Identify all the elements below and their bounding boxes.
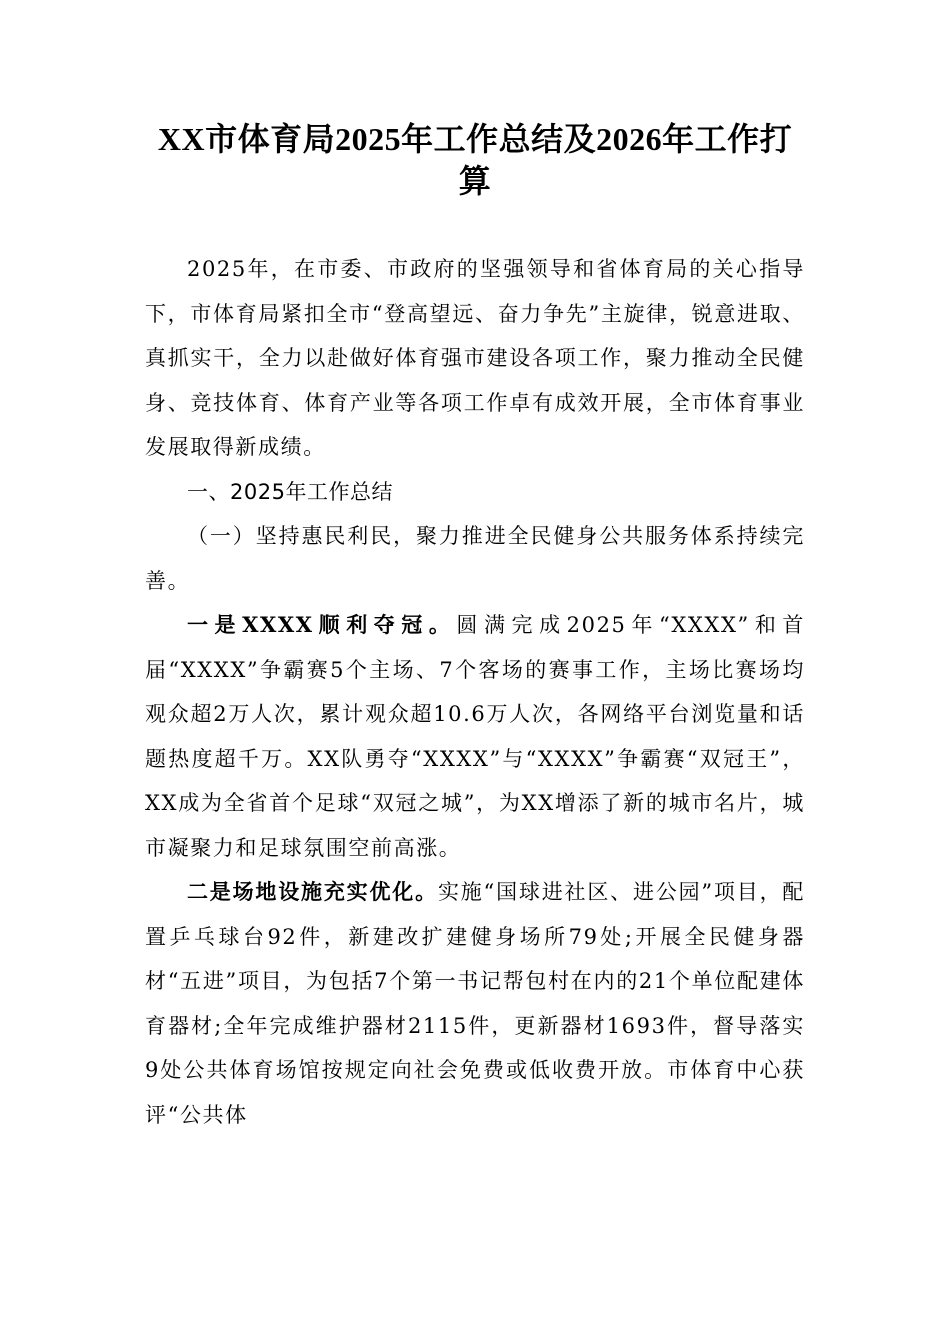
item-paragraph-2 <box>145 870 805 1137</box>
item-1-lead: 一是XXXX顺利夺冠。 <box>187 612 457 637</box>
document-page <box>145 118 805 1137</box>
item-1-body: 圆满完成2025年“XXXX”和首届“XXXX”争霸赛5个主场、7个客场的赛事工作，主场比赛场均观众超2万人次，累计观众超10.6万人次，各网络平台浏览量和话题热度超千万。XX队勇夺“XXXX”与“XXXX”争霸赛“双冠王”，XX成为全省首个足球“双冠之城”，为XX增添了新的城市名片，城市凝聚力和足球氛围空前高涨。 <box>145 613 805 860</box>
item-2-lead: 二是场地设施充实优化。 <box>187 879 438 904</box>
section-heading: 一、2025年工作总结 <box>187 479 393 504</box>
subsection-heading: （一）坚持惠民利民，聚力推进全民健身公共服务体系持续完善。 <box>145 524 805 593</box>
item-2-body: 实施“国球进社区、进公园”项目，配置乒乓球台92件，新建改扩建健身场所79处;开展全民健身器材“五进”项目，为包括7个第一书记帮包村在内的21个单位配建体育器材;全年完成维护器材2115件，更新器材1693件，督导落实9处公共体育场馆按规定向社会免费或低收费开放。市体育中心获评“公共体 <box>145 880 805 1127</box>
document-title: XX市体育局2025年工作总结及2026年工作打算 <box>157 121 793 199</box>
item-paragraph-1 <box>145 603 805 870</box>
intro-paragraph: 2025年，在市委、市政府的坚强领导和省体育局的关心指导下，市体育局紧扣全市“登高望远、奋力争先”主旋律，锐意进取、真抓实干，全力以赴做好体育强市建设各项工作，聚力推动全民健身、竞技体育、体育产业等各项工作卓有成效开展，全市体育事业发展取得新成绩。 <box>145 257 805 459</box>
